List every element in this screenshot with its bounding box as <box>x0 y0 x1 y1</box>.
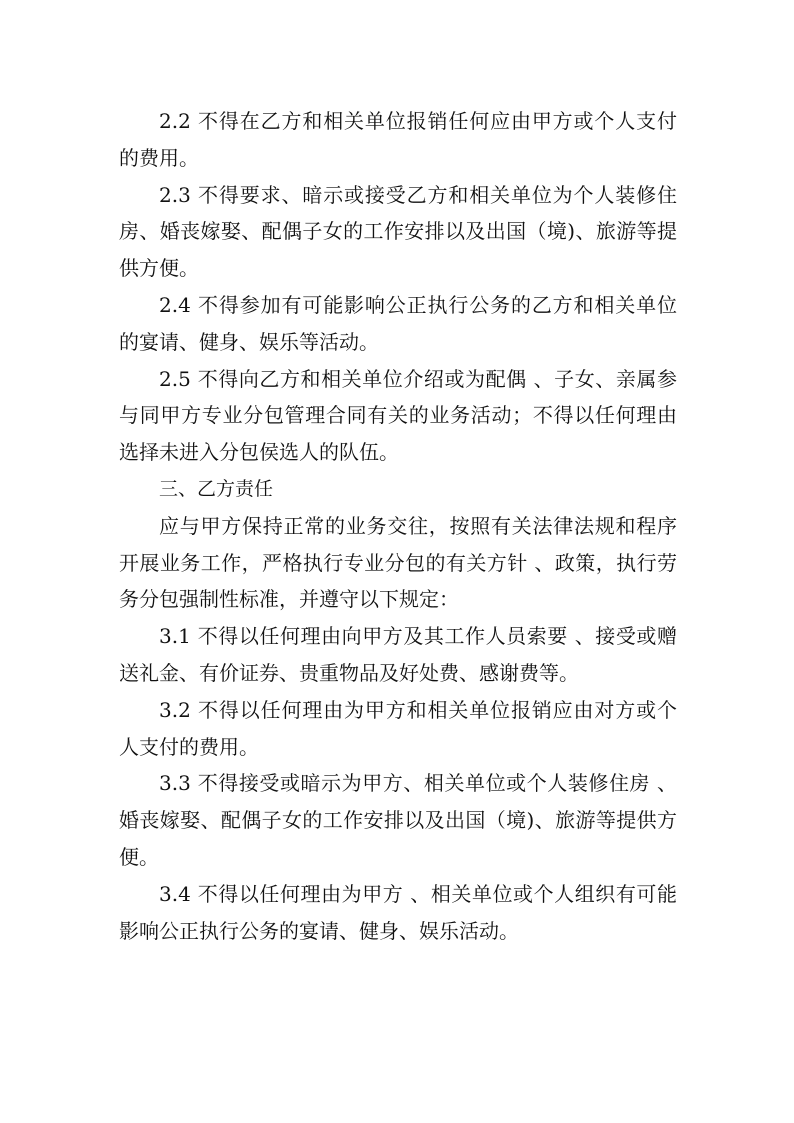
document-body <box>119 103 677 949</box>
clause-2-5: 2.5 不得向乙方和相关单位介绍或为配偶 、子女、亲属参与同甲方专业分包管理合同有关的业务活动；不得以任何理由选择未进入分包侯选人的队伍。 <box>119 366 677 465</box>
section-heading-party-b: 三、乙方责任 <box>159 477 274 500</box>
clause-2-3: 2.3 不得要求、暗示或接受乙方和相关单位为个人装修住房、婚丧嫁娶、配偶子女的工作安排以及出国（境)、旅游等提供方便。 <box>119 182 677 281</box>
clause-3-4: 3.4 不得以任何理由为甲方 、相关单位或个人组织有可能影响公正执行公务的宴请、健身、娱乐活动。 <box>119 881 677 943</box>
party-b-intro: 应与甲方保持正常的业务交往，按照有关法律法规和程序开展业务工作，严格执行专业分包的有关方针 、政策，执行劳务分包强制性标准，并遵守以下规定： <box>119 513 677 612</box>
clause-2-2: 2.2 不得在乙方和相关单位报销任何应由甲方或个人支付的费用。 <box>119 109 677 170</box>
clause-3-2: 3.2 不得以任何理由为甲方和相关单位报销应由对方或个人支付的费用。 <box>119 697 677 759</box>
clause-3-1: 3.1 不得以任何理由向甲方及其工作人员索要 、接受或赠送礼金、有价证券、贵重物品及好处费、感谢费等。 <box>119 624 677 685</box>
clause-3-3: 3.3 不得接受或暗示为甲方、相关单位或个人装修住房 、婚丧嫁娶、配偶子女的工作安排以及出国（境)、旅游等提供方便。 <box>119 771 677 869</box>
clause-2-4: 2.4 不得参加有可能影响公正执行公务的乙方和相关单位的宴请、健身、娱乐等活动。 <box>119 292 677 354</box>
